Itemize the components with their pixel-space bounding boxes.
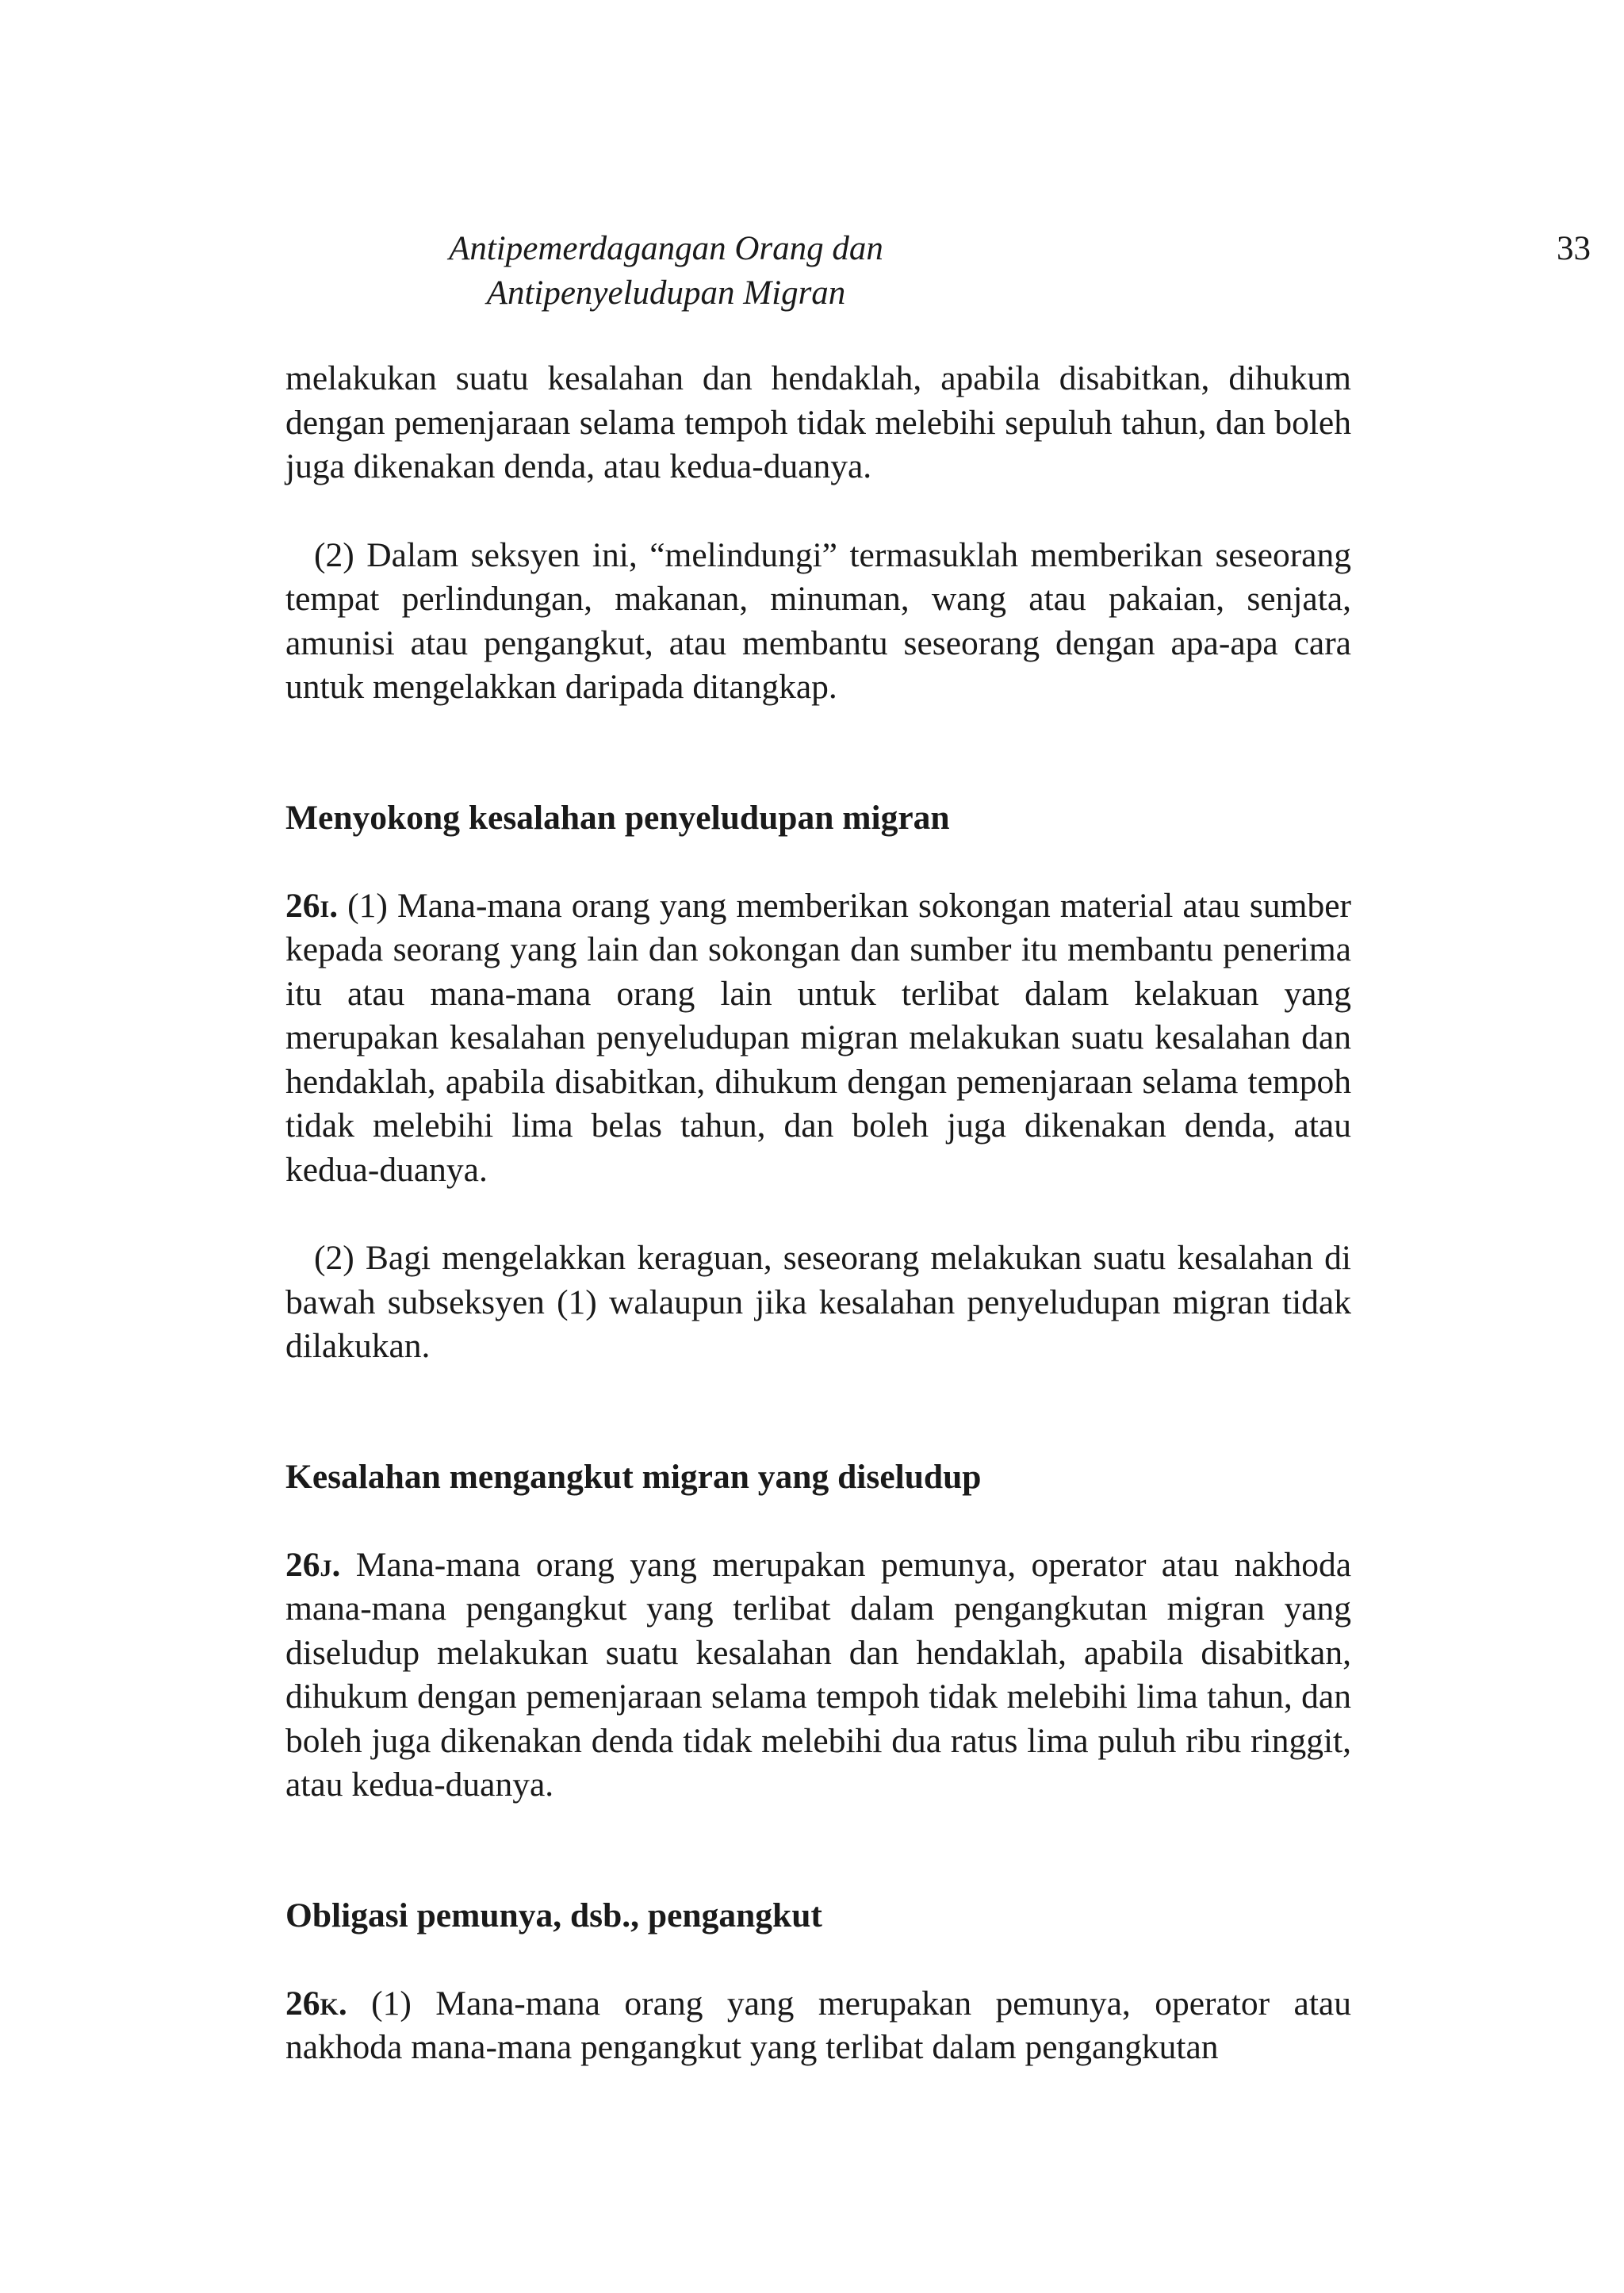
section-number-26j: 26: [285, 1545, 320, 1584]
running-head-line-2: Antipenyeludupan Migran: [486, 274, 846, 312]
section-letter-26i: i: [320, 886, 330, 925]
section-text-26j: Mana-mana orang yang merupakan pemunya, operator atau nakhoda mana-mana pengangkut yang terlibat dalam pengangkutan migran yang diseludup melakukan suatu kesalahan dan hendaklah, apabila disabitkan, dihukum dengan pemenjaraan selama tempoh tidak melebihi lima tahun, dan boleh juga dikenakan denda tidak melebihi dua ratus lima puluh ribu ringgit, atau kedua-duanya.: [285, 1545, 1351, 1804]
section-number-26k: 26: [285, 1984, 320, 2023]
body-text: [285, 357, 1351, 2070]
section-dot-26i: .: [329, 886, 339, 925]
page-number: 33: [1557, 230, 1591, 267]
section-text-26i: (1) Mana-mana orang yang memberikan sokongan material atau sumber kepada seorang yang lain dan sokongan dan sumber itu membantu penerima itu atau mana-mana orang lain untuk terlibat dalam kelakuan yang merupakan kesalahan penyeludupan migran melakukan suatu kesalahan dan hendaklah, apabila disabitkan, dihukum dengan pemenjaraan selama tempoh tidak melebihi lima belas tahun, dan boleh juga dikenakan denda, atau kedua-duanya.: [285, 886, 1351, 1189]
section-heading-26j: Kesalahan mengangkut migran yang diseludup: [285, 1457, 982, 1496]
paragraph-26i-subsection-2: (2) Bagi mengelakkan keraguan, seseorang melakukan suatu kesalahan di bawah subseksyen (1) walaupun jika kesalahan penyeludupan migran tidak dilakukan.: [285, 1239, 1351, 1365]
paragraph-26i-subsection-1: [285, 884, 1351, 1193]
section-letter-26j: j: [320, 1545, 332, 1584]
running-head-line-1: Antipemerdagangan Orang dan: [449, 230, 883, 267]
section-dot-26j: .: [331, 1545, 341, 1584]
section-letter-26k: k: [320, 1984, 339, 2023]
section-heading-26i: Menyokong kesalahan penyeludupan migran: [285, 798, 950, 837]
page: [285, 0, 1351, 2293]
section-heading-26k: Obligasi pemunya, dsb., pengangkut: [285, 1896, 822, 1934]
paragraph-26h-subsection-2: (2) Dalam seksyen ini, “melindungi” termasuklah memberikan seseorang tempat perlindungan, makanan, minuman, wang atau pakaian, senjata, amunisi atau pengangkut, atau membantu seseorang dengan apa-apa cara untuk mengelakkan daripada ditangkap.: [285, 535, 1351, 706]
paragraph-26j: [285, 1543, 1351, 1808]
section-text-26k: (1) Mana-mana orang yang merupakan pemunya, operator atau nakhoda mana-mana pengangkut yang terlibat dalam pengangkutan: [285, 1984, 1351, 2066]
section-dot-26k: .: [338, 1984, 347, 2023]
paragraph-continuation: melakukan suatu kesalahan dan hendaklah, apabila disabitkan, dihukum dengan pemenjaraan selama tempoh tidak melebihi sepuluh tahun, dan boleh juga dikenakan denda, atau kedua-duanya.: [285, 359, 1351, 485]
section-number-26i: 26: [285, 886, 320, 925]
paragraph-26k-subsection-1: [285, 1982, 1351, 2070]
